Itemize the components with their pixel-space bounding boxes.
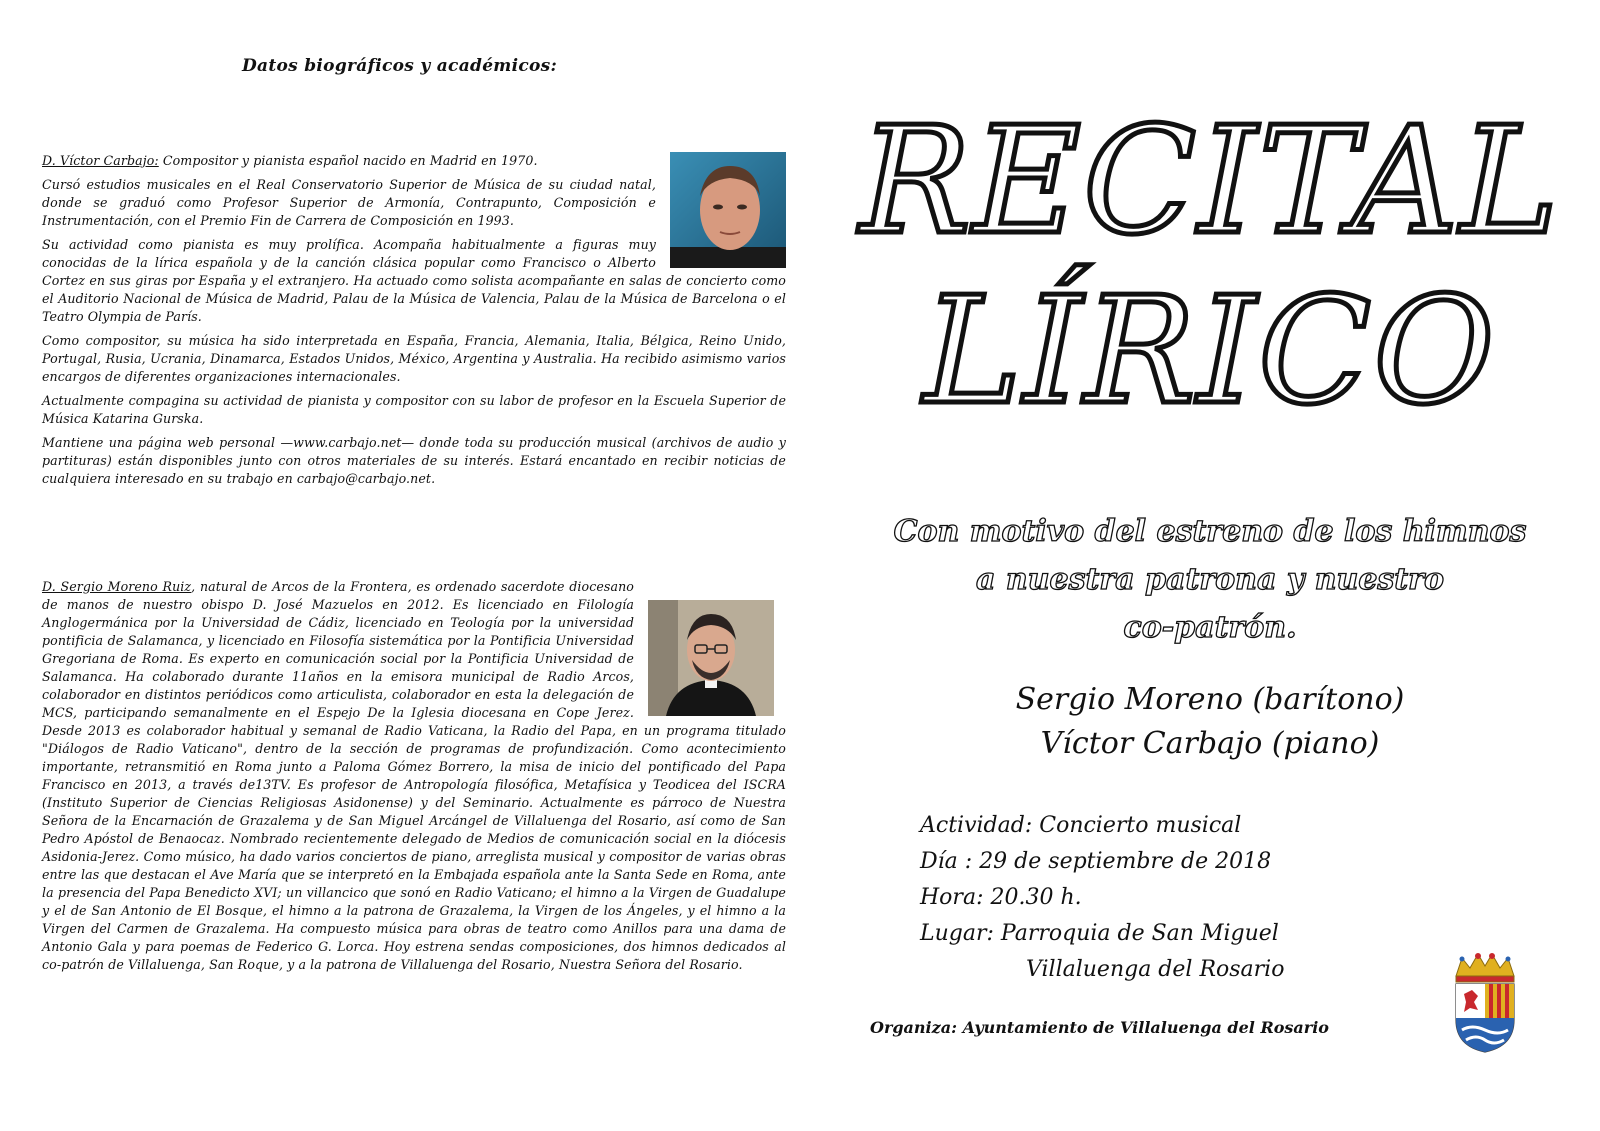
bio-victor-carbajo (42, 152, 786, 494)
event-details (920, 808, 1480, 988)
recital-title-line1: RECITAL (859, 95, 1561, 267)
biography-column (42, 0, 786, 1131)
detail-dia: Día : 29 de septiembre de 2018 (920, 849, 1272, 874)
poster-column (850, 0, 1570, 1131)
organizer-line: Organiza: Ayuntamiento de Villaluenga del Rosario (870, 1018, 1329, 1037)
detail-actividad: Actividad: Concierto musical (920, 813, 1242, 838)
event-subtitle (850, 508, 1570, 652)
performer-piano: Víctor Carbajo (piano) (1040, 726, 1380, 761)
bio1-paragraph: Su actividad como pianista es muy prolífica. Acompaña habitualmente a figuras muy conocidas de la lírica española y de la canción clásica popular como Francisco o Alberto Cortez en sus giras por España y el extranjero. Ha actuado como solista acompañante en salas de concierto como el Auditorio Nacional de Música de Madrid, Palau de la Música de Valencia, Palau de la Música de Barcelona o el Teatro Olympia de París. (42, 237, 786, 324)
bio1-name: D. Víctor Carbajo: (42, 153, 159, 168)
bio2-name: D. Sergio Moreno Ruiz (42, 579, 192, 594)
recital-title-line2: LÍRICO (923, 265, 1497, 437)
detail-hora: Hora: 20.30 h. (920, 885, 1082, 910)
town-crest-icon (1448, 950, 1522, 1054)
bio1-paragraph: Como compositor, su música ha sido interpretada en España, Francia, Alemania, Italia, Bélgica, Reino Unido, Portugal, Rusia, Ucrania, Dinamarca, Estados Unidos, México, Argentina y Australia. Ha recibido asimismo varios encargos de diferentes organizaciones internacionales. (42, 333, 786, 384)
subtitle-line: co-patrón. (1123, 610, 1297, 645)
performers (850, 678, 1570, 766)
bio1-paragraph: Mantiene una página web personal —www.carbajo.net— donde toda su producción musical (archivos de audio y partituras) están disponibles junto con otros materiales de su interés. Estará encantado en recibir noticias de cualquiera interesado en su trabajo en carbajo@carbajo.net. (42, 435, 786, 486)
victor-carbajo-photo (670, 152, 786, 268)
detail-lugar: Lugar: Parroquia de San Miguel (920, 921, 1279, 946)
detail-lugar-town: Villaluenga del Rosario (1026, 957, 1285, 982)
subtitle-line: a nuestra patrona y nuestro (976, 562, 1444, 597)
subtitle-line: Con motivo del estreno de los himnos (893, 514, 1527, 549)
sergio-moreno-photo (648, 600, 774, 716)
recital-title (850, 96, 1570, 436)
bio-sergio-moreno (42, 578, 786, 980)
bio1-intro: Compositor y pianista español nacido en Madrid en 1970. (158, 153, 538, 168)
biography-title: Datos biográficos y académicos: (242, 56, 558, 76)
bio2-text: , natural de Arcos de la Frontera, es ordenado sacerdote diocesano de manos de nuestro obispo D. José Mazuelos en 2012. Es licenciado en Filología Anglogermánica por la Universidad de Cádiz, licenciado en Teología por la universidad pontificia de Salamanca, y licenciado en Filosofía sistemática por la Pontificia Universidad Gregoriana de Roma. Es experto en comunicación social por la Pontificia Universidad de Salamanca. Ha colaborado durante 11años en la emisora municipal de Radio Arcos, colaborador en distintos periódicos como articulista, colaborador en esta la delegación de MCS, participando semanalmente en el Espejo De la Iglesia diocesana en Cope Jerez. Desde 2013 es colaborador habitual y semanal de Radio Vaticana, la Radio del Papa, en un programa titulado "Diálogos de Radio Vaticano", dentro de la sección de programas de profundización. Como acontecimiento importante, retransmitió en Roma junto a Paloma Gómez Borrero, la misa de inicio del pontificado del Papa Francisco en 2013, a través de13TV. Es profesor de Antropología filosófica, Metafísica y Teodicea del ISCRA (Instituto Superior de Ciencias Religiosas Asidonense) y del Seminario. Actualmente es párroco de Nuestra Señora de la Encarnación de Grazalema y de San Miguel Arcángel de Villaluenga del Rosario, así como de San Pedro Apóstol de Benaocaz. Nombrado recientemente delegado de Medios de comunicación social en la diócesis Asidonia-Jerez. Como músico, ha dado varios conciertos de piano, arreglista musical y compositor de varias obras entre las que destacan el Ave María que se interpretó en la Embajada española ante la Santa Sede en Roma, ante la presencia del Papa Benedicto XVI; un villancico que sonó en Radio Vaticano; el himno a la Virgen de Guadalupe y el de San Antonio de El Bosque, el himno a la patrona de Grazalema, la Virgen de los Ángeles, y el himno a la Virgen del Carmen de Grazalema. Ha compuesto música para obras de teatro como Anillos para una dama de Antonio Gala y para poemas de Federico G. Lorca. Hoy estrena sendas composiciones, dos himnos dedicados al co-patrón de Villaluenga, San Roque, y a la patrona de Villaluenga del Rosario, Nuestra Señora del Rosario. (42, 579, 786, 972)
performer-baritone: Sergio Moreno (barítono) (1015, 682, 1405, 717)
bio1-paragraph: Cursó estudios musicales en el Real Conservatorio Superior de Música de su ciudad natal, donde se graduó como Profesor Superior de Armonía, Contrapunto, Composición e Instrumentación, con el Premio Fin de Carrera de Composición en 1993. (42, 177, 656, 228)
bio1-paragraph: Actualmente compagina su actividad de pianista y compositor con su labor de profesor en la Escuela Superior de Música Katarina Gurska. (42, 393, 786, 426)
